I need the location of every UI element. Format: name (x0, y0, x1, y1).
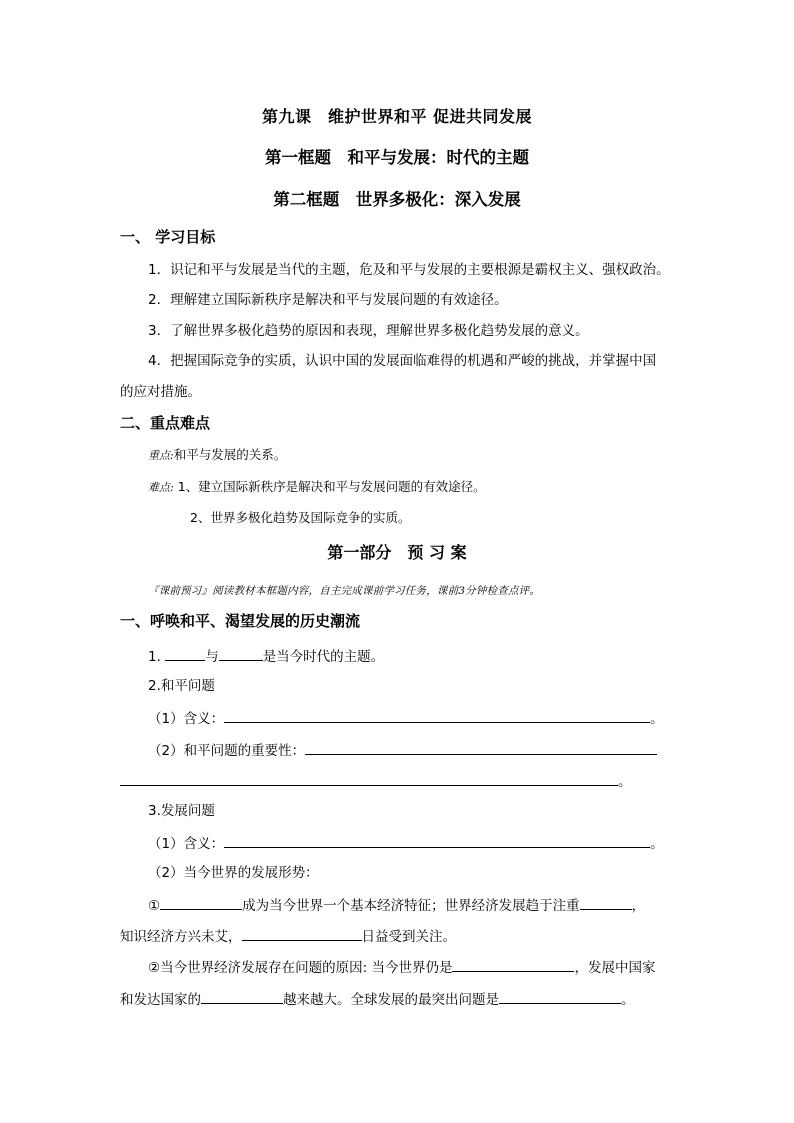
q3-title: 3.发展问题 (148, 803, 215, 819)
q2-2-blank-cont[interactable] (120, 771, 618, 786)
q2-2-period: 。 (618, 774, 632, 790)
q3-a-line (148, 895, 645, 915)
q3-1-blank[interactable] (224, 833, 650, 848)
q3-b-period: 。 (621, 992, 635, 1008)
key-point-text: 和平与发展的关系。 (173, 447, 287, 462)
q2-1-blank[interactable] (224, 708, 650, 723)
q2-2-blank[interactable] (305, 740, 657, 755)
goal-item-2: 2．理解建立国际新秩序是解决和平与发展问题的有效途径。 (148, 292, 508, 308)
q3-a-blank-3[interactable] (242, 926, 362, 941)
key-point-line (148, 446, 286, 465)
q1-blank-2[interactable] (219, 646, 263, 661)
q2-2-label: （2）和平问题的重要性： (148, 743, 306, 759)
frame2-title: 第二框题 世界多极化：深入发展 (273, 190, 521, 209)
q3-b-cont-text-2: 越来越大。全球发展的最突出问题是 (283, 992, 499, 1008)
q2-1-line (148, 708, 664, 728)
q3-1-period: 。 (650, 836, 664, 852)
q3-b-text-2: ，发展中国家 (574, 960, 656, 976)
q3-a-comma: ， (631, 898, 646, 914)
q2-1-period: 。 (650, 711, 664, 727)
q3-a-cont-line (120, 926, 456, 946)
difficulty-label: 难点: (148, 481, 174, 494)
preview-instruction: 『课前预习』阅读教材本框题内容，自主完成课前学习任务，课前3分钟检查点评。 (148, 585, 541, 597)
q3-1-label: （1）含义： (148, 836, 225, 852)
q3-a-text: 成为当今世界一个基本经济特征；世界经济发展趋于注重 (242, 898, 580, 914)
part1-title: 第一部分 预 习 案 (327, 543, 467, 562)
q1-mid: 与 (205, 649, 219, 665)
q1-blank-1[interactable] (165, 646, 205, 661)
q3-b-blank-3[interactable] (499, 989, 621, 1004)
q3-b-cont-line (120, 989, 635, 1009)
q3-a-blank-1[interactable] (160, 895, 242, 910)
section-learning-goals-heading: 一、 学习目标 (120, 228, 216, 246)
goal-item-3: 3．了解世界多极化趋势的原因和表现，理解世界多极化趋势发展的意义。 (148, 323, 589, 339)
section-trend-heading: 一、呼唤和平、渴望发展的历史潮流 (120, 612, 361, 630)
q3-a-end: 日益受到关注。 (361, 929, 456, 945)
difficulty-item-1: 1、建立国际新秩序是解决和平与发展问题的有效途径。 (177, 479, 486, 494)
frame1-title: 第一框题 和平与发展：时代的主题 (265, 148, 529, 167)
lesson-title: 第九课 维护世界和平 促进共同发展 (261, 107, 533, 126)
q3-a-cont-text: 知识经济方兴未艾， (120, 929, 242, 945)
goal-item-4: 4．把握国际竞争的实质，认识中国的发展面临难得的机遇和严峻的挑战，并掌握中国 (148, 353, 657, 369)
difficulty-line-1 (148, 478, 486, 497)
q3-b-blank-1[interactable] (452, 957, 574, 972)
q3-a-blank-2[interactable] (580, 895, 632, 910)
goal-item-4-cont: 的应对措施。 (120, 384, 201, 400)
q1-number: 1. (148, 649, 161, 665)
q3-1-line (148, 833, 664, 853)
key-point-label: 重点: (148, 449, 174, 462)
q1-suffix: 是当今时代的主题。 (262, 649, 385, 665)
q2-2-line (148, 740, 657, 760)
q2-title: 2.和平问题 (148, 678, 215, 694)
q3-b-blank-2[interactable] (201, 989, 283, 1004)
question-1 (148, 646, 384, 666)
section-key-points-heading: 二、重点难点 (120, 414, 211, 432)
q3-b-text: ②当今世界经济发展存在问题的原因: 当今世界仍是 (148, 960, 453, 976)
difficulty-item-2: 2、世界多极化趋势及国际竞争的实质。 (190, 510, 411, 525)
q2-2-cont-line (120, 771, 632, 791)
q2-1-label: （1）含义： (148, 711, 225, 727)
q3-b-line (148, 957, 655, 977)
goal-item-1: 1．识记和平与发展是当代的主题，危及和平与发展的主要根源是霸权主义、强权政治。 (148, 262, 670, 278)
q3-2-title: （2）当今世界的发展形势： (148, 865, 319, 881)
q3-a-marker: ① (148, 898, 161, 914)
q3-b-cont-text: 和发达国家的 (120, 992, 201, 1008)
